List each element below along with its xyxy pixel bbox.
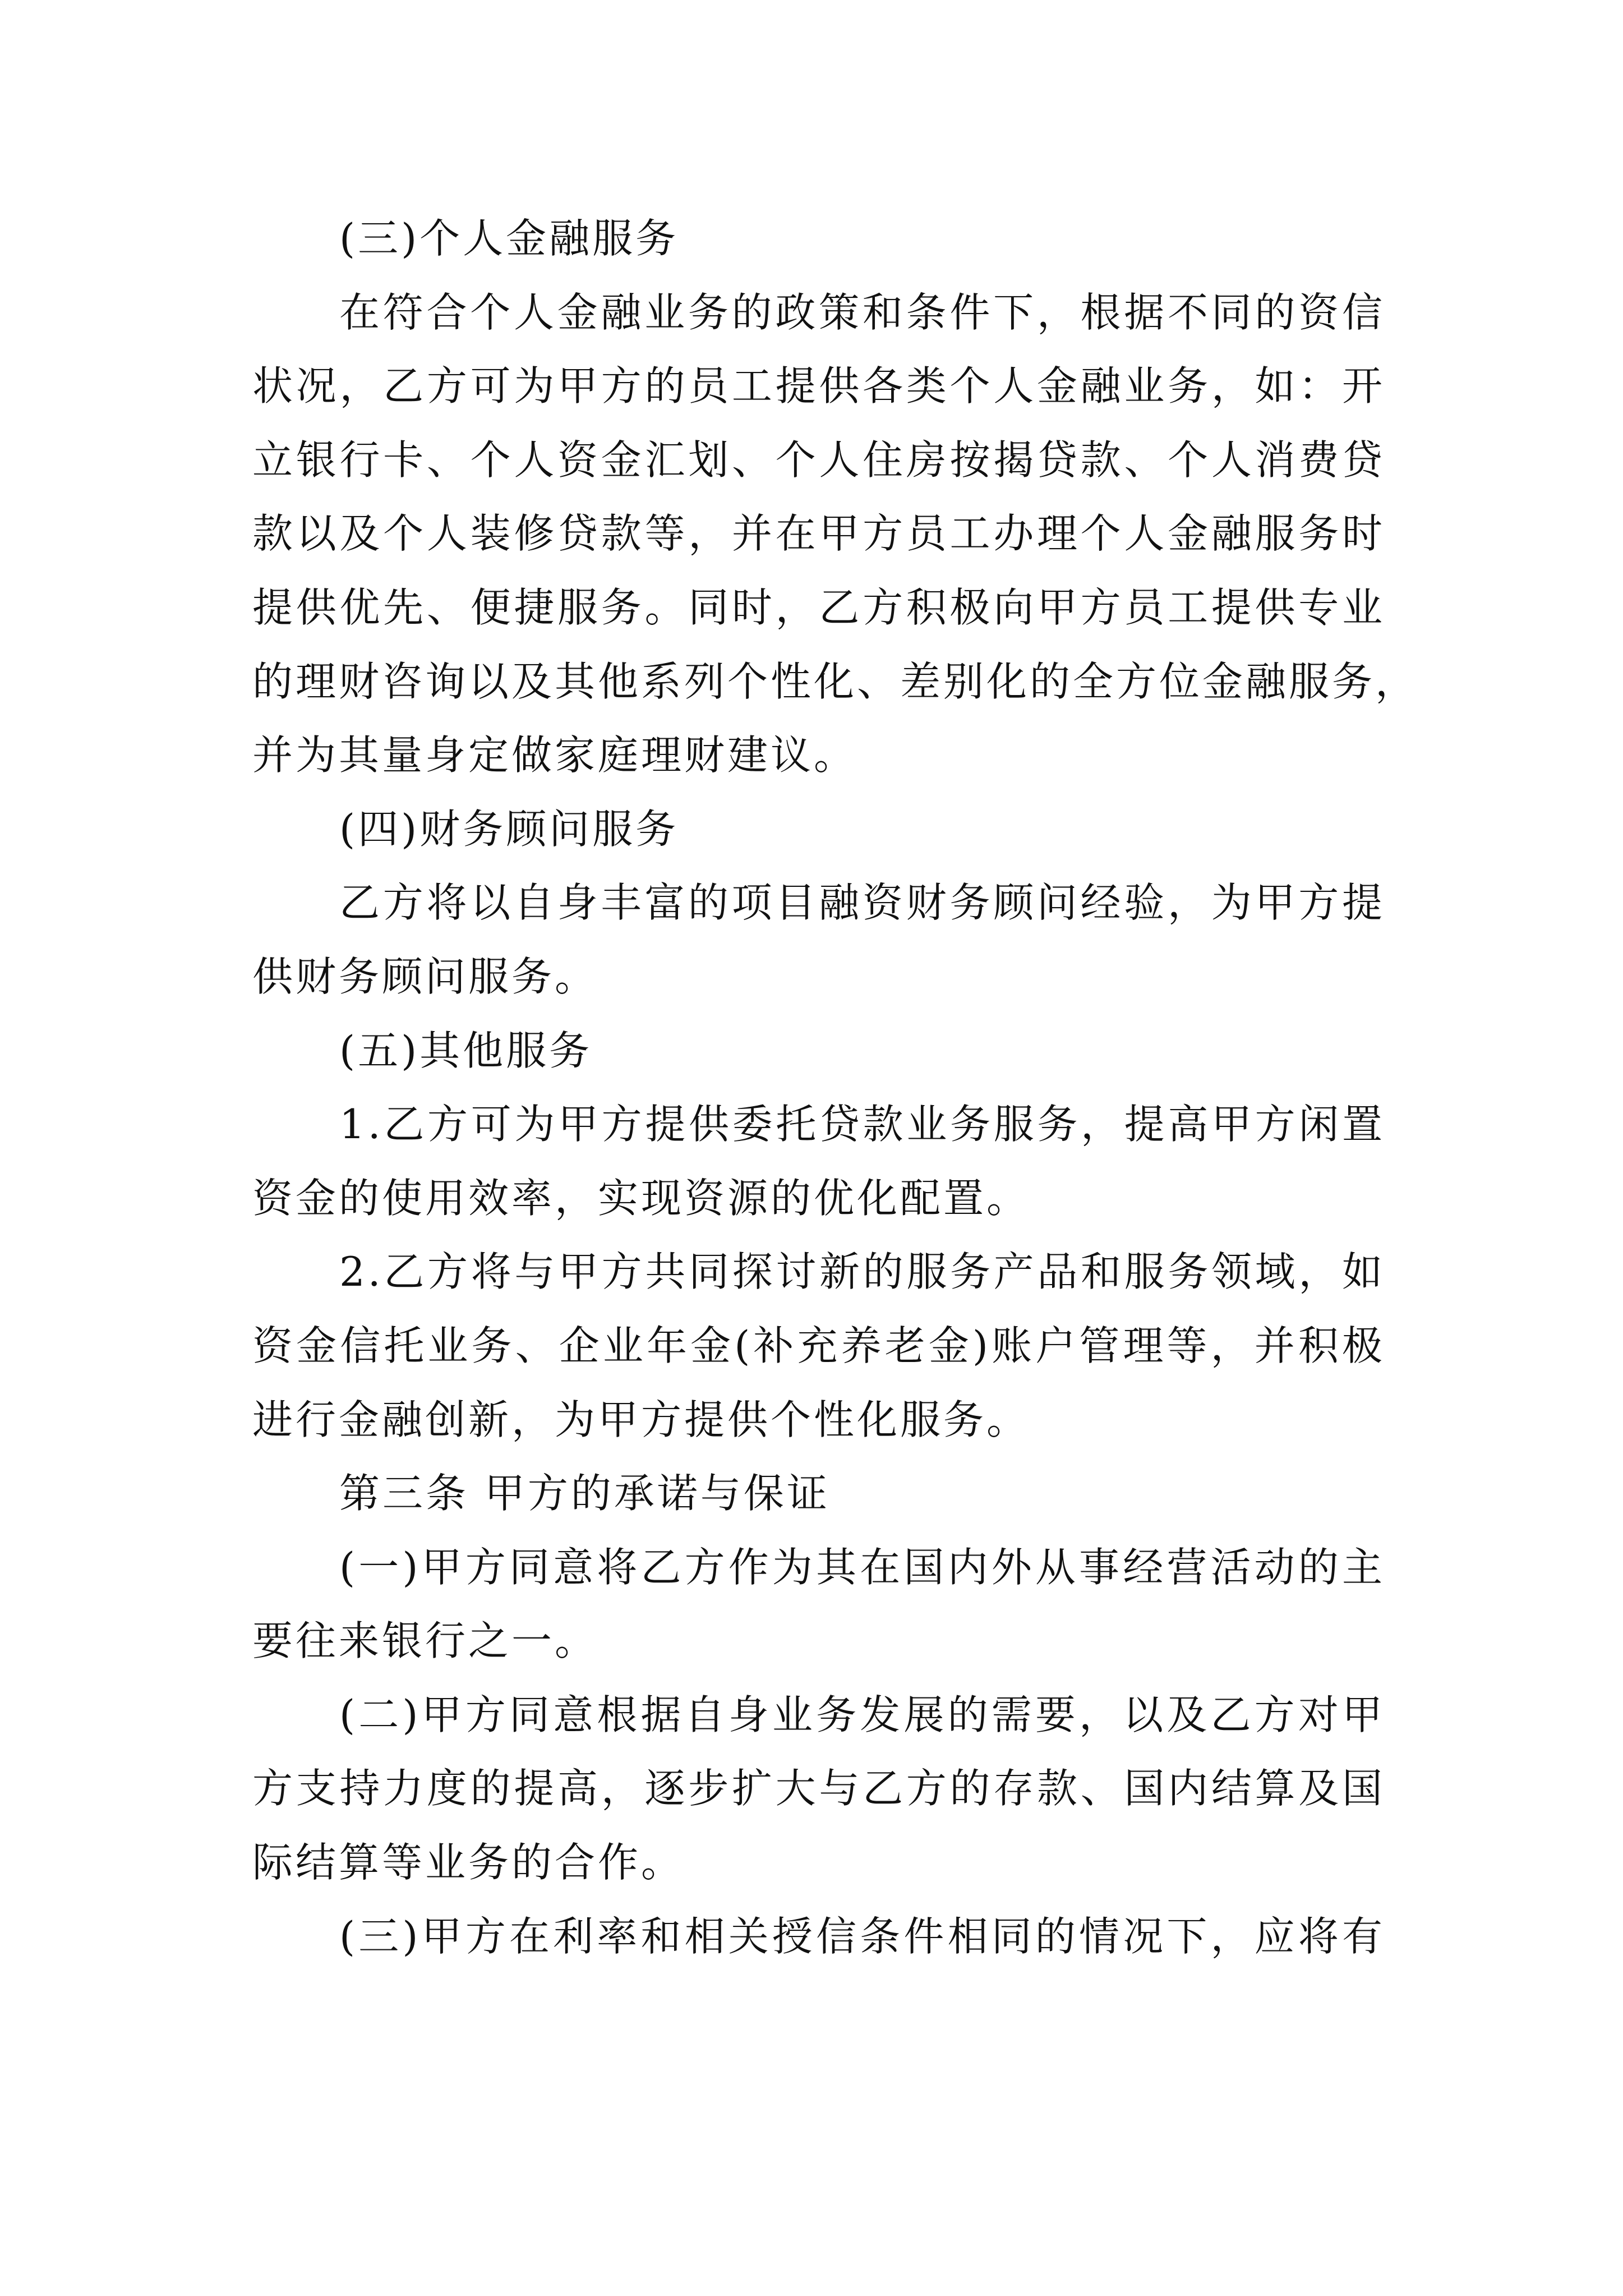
text-line: 并为其量身定做家庭理财建议。	[252, 731, 857, 779]
text-line: 进行金融创新，为甲方提供个性化服务。	[252, 1396, 1030, 1443]
text-line: 际结算等业务的合作。	[252, 1839, 685, 1887]
text-line: 方支持力度的提高，逐步扩大与乙方的存款、国内结算及国	[252, 1765, 1385, 1812]
document-body	[252, 202, 1419, 1973]
text-line: (三)个人金融服务	[339, 215, 679, 262]
text-line: 资金的使用效率，实现资源的优化配置。	[252, 1174, 1030, 1222]
text-line: 状况，乙方可为甲方的员工提供各类个人金融业务，如：开	[252, 362, 1385, 410]
text-line: (一)甲方同意将乙方作为其在国内外从事经营活动的主	[339, 1543, 1385, 1591]
text-line: 在符合个人金融业务的政策和条件下，根据不同的资信	[339, 288, 1385, 336]
text-line: (四)财务顾问服务	[339, 805, 679, 853]
text-line: (五)其他服务	[339, 1027, 593, 1074]
text-line: (三)甲方在利率和相关授信条件相同的情况下，应将有	[339, 1912, 1385, 1960]
text-line: 要往来银行之一。	[252, 1617, 598, 1665]
text-line: 乙方将以自身丰富的项目融资财务顾问经验，为甲方提	[339, 879, 1385, 927]
text-line: 款以及个人装修贷款等，并在甲方员工办理个人金融服务时	[252, 510, 1385, 558]
text-line: 立银行卡、个人资金汇划、个人住房按揭贷款、个人消费贷	[252, 436, 1385, 484]
text-line: 资金信托业务、企业年金(补充养老金)账户管理等，并积极	[252, 1322, 1385, 1369]
text-line: (二)甲方同意根据自身业务发展的需要，以及乙方对甲	[339, 1691, 1385, 1738]
text-line: 的理财咨询以及其他系列个性化、差别化的全方位金融服务，	[252, 657, 1419, 705]
text-line: 提供优先、便捷服务。同时，乙方积极向甲方员工提供专业	[252, 583, 1385, 631]
text-line: 1.乙方可为甲方提供委托贷款业务服务，提高甲方闲置	[339, 1101, 1385, 1148]
text-line: 供财务顾问服务。	[252, 953, 598, 1000]
text-line: 第三条 甲方的承诺与保证	[339, 1470, 830, 1517]
text-line: 2.乙方将与甲方共同探讨新的服务产品和服务领域，如	[339, 1248, 1385, 1296]
